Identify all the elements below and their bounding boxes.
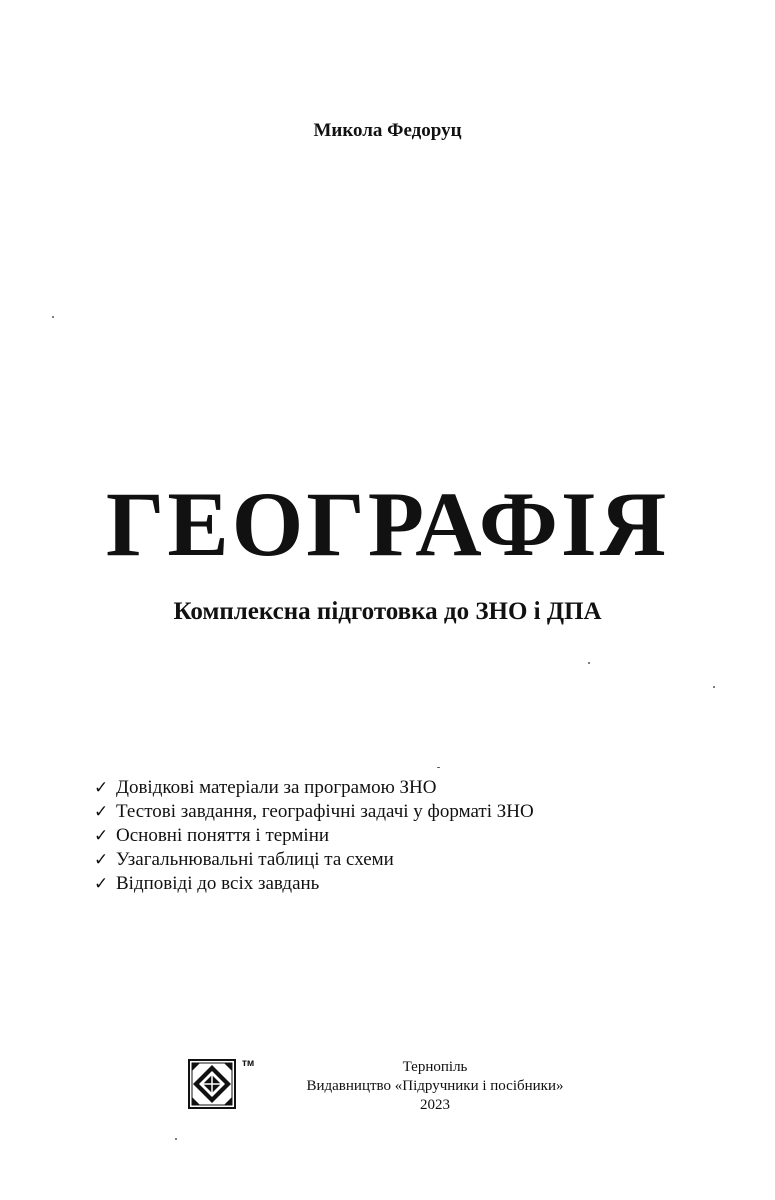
check-icon: ✓ [94, 874, 109, 893]
author-name: Микола Федоруц [313, 120, 462, 141]
publisher-name: Видавництво «Підручники і посібники» [306, 1078, 564, 1094]
list-item [94, 848, 534, 872]
scan-speck [52, 316, 54, 318]
list-item [94, 776, 534, 800]
book-title: ГЕОГРАФІЯ [105, 473, 670, 575]
feature-text: Тестові завдання, географічні задачі у форматі ЗНО [116, 801, 534, 822]
feature-text: Довідкові матеріали за програмою ЗНО [116, 777, 437, 798]
feature-text: Узагальнювальні таблиці та схеми [116, 849, 394, 870]
check-icon: ✓ [94, 778, 109, 797]
feature-list [94, 776, 534, 896]
check-icon: ✓ [94, 826, 109, 845]
list-item [94, 800, 534, 824]
scan-speck [437, 767, 440, 768]
trademark-mark: тм [242, 1058, 255, 1069]
scan-speck [175, 1138, 177, 1140]
list-item [94, 824, 534, 848]
publisher-city: Тернопіль [402, 1059, 468, 1075]
publisher-logo-icon [188, 1059, 236, 1109]
list-item [94, 872, 534, 896]
scan-speck [713, 686, 715, 688]
feature-text: Основні поняття і терміни [116, 825, 330, 846]
book-subtitle: Комплексна підготовка до ЗНО і ДПА [173, 598, 602, 625]
publisher-imprint [290, 1058, 580, 1115]
check-icon: ✓ [94, 802, 109, 821]
scan-speck [588, 662, 590, 664]
feature-text: Відповіді до всіх завдань [116, 873, 320, 894]
check-icon: ✓ [94, 850, 109, 869]
publication-year: 2023 [420, 1097, 450, 1113]
